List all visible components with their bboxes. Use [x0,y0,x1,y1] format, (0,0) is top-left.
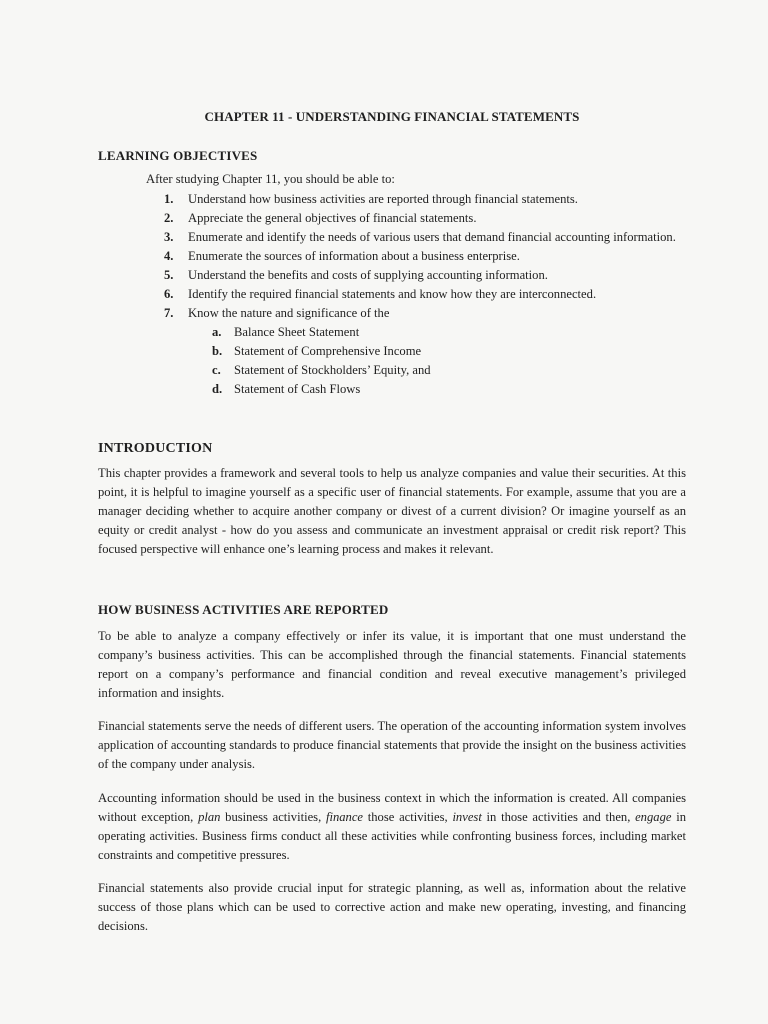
paragraph-business-context [98,789,686,865]
emphasis-invest: invest [452,810,482,824]
item-text: Understand how business activities are reported through financial statements. [188,192,578,206]
item-number: 6. [164,287,174,301]
introduction-paragraph: This chapter provides a framework and several tools to help us analyze companies and value their securities. At this point, it is helpful to imagine yourself as a specific user of financial statements. For example, assume that you are a manager deciding whether to acquire another company or divest of a current division? Or imagine yourself as an equity or credit analyst - how do you assess and communicate an investment appraisal or credit risk report? This focused perspective will enhance one’s learning process and makes it relevant. [98,466,686,556]
list-item [146,285,686,304]
paragraph-text: business activities, [220,810,326,824]
paragraph-text: in those activities and then, [481,810,636,824]
statements-sublist [188,323,686,399]
paragraph-strategic-planning: Financial statements also provide crucial input for strategic planning, as well as, information about the relative success of those plans which can be used to corrective action and make new operating, investing, and financing decisions. [98,881,686,933]
list-item [146,304,686,399]
sublist-item [188,380,686,399]
learning-objectives-heading: LEARNING OBJECTIVES [98,148,258,163]
list-item [146,228,686,247]
paragraph-text: those activities, [363,810,453,824]
sublist-item [188,323,686,342]
item-letter: d. [212,382,223,396]
objectives-intro: After studying Chapter 11, you should be able to: [146,172,395,186]
item-text: Statement of Stockholders’ Equity, and [234,363,431,377]
list-item [146,190,686,209]
sublist-item [188,342,686,361]
item-number: 5. [164,268,174,282]
objectives-list [146,190,686,399]
item-text: Balance Sheet Statement [234,325,360,339]
item-text: Enumerate the sources of information about a business enterprise. [188,249,520,263]
emphasis-plan: plan [198,810,221,824]
item-number: 1. [164,192,174,206]
item-number: 2. [164,211,174,225]
item-text: Statement of Comprehensive Income [234,344,422,358]
item-text: Statement of Cash Flows [234,382,361,396]
emphasis-engage: engage [635,810,672,824]
emphasis-finance: finance [325,810,364,824]
list-item [146,247,686,266]
item-text: Understand the benefits and costs of supplying accounting information. [188,268,548,282]
chapter-title: CHAPTER 11 - UNDERSTANDING FINANCIAL STATEMENTS [204,109,580,124]
item-number: 3. [164,230,174,244]
item-number: 4. [164,249,174,263]
list-item [146,266,686,285]
paragraph-text: in operating activities. Business firms conduct all these activities while confronting business forces, including market constraints and competitive pressures. [98,810,686,862]
sublist-item [188,361,686,380]
how-reported-heading: HOW BUSINESS ACTIVITIES ARE REPORTED [98,602,389,617]
item-letter: c. [212,363,221,377]
item-text: Enumerate and identify the needs of various users that demand financial accounting information. [188,230,676,244]
item-text: Know the nature and significance of the [188,306,390,320]
paragraph-analyze: To be able to analyze a company effectively or infer its value, it is important that one must understand the company’s business activities. This can be accomplished through the financial statements. Financial statements report on a company’s performance and financial condition and reveal executive management’s privileged information and insights. [98,629,686,700]
introduction-heading: INTRODUCTION [98,441,213,456]
item-text: Identify the required financial statements and know how they are interconnected. [188,287,597,301]
paragraph-text: Accounting information should be used in the business context in which the information is created. All companies without exception, [98,791,686,824]
item-number: 7. [164,306,174,320]
item-letter: b. [212,344,223,358]
paragraph-users: Financial statements serve the needs of different users. The operation of the accounting information system involves application of accounting standards to produce financial statements that provide the insight on the business activities of the company under analysis. [98,719,686,771]
item-letter: a. [212,325,222,339]
item-text: Appreciate the general objectives of financial statements. [188,211,477,225]
list-item [146,209,686,228]
